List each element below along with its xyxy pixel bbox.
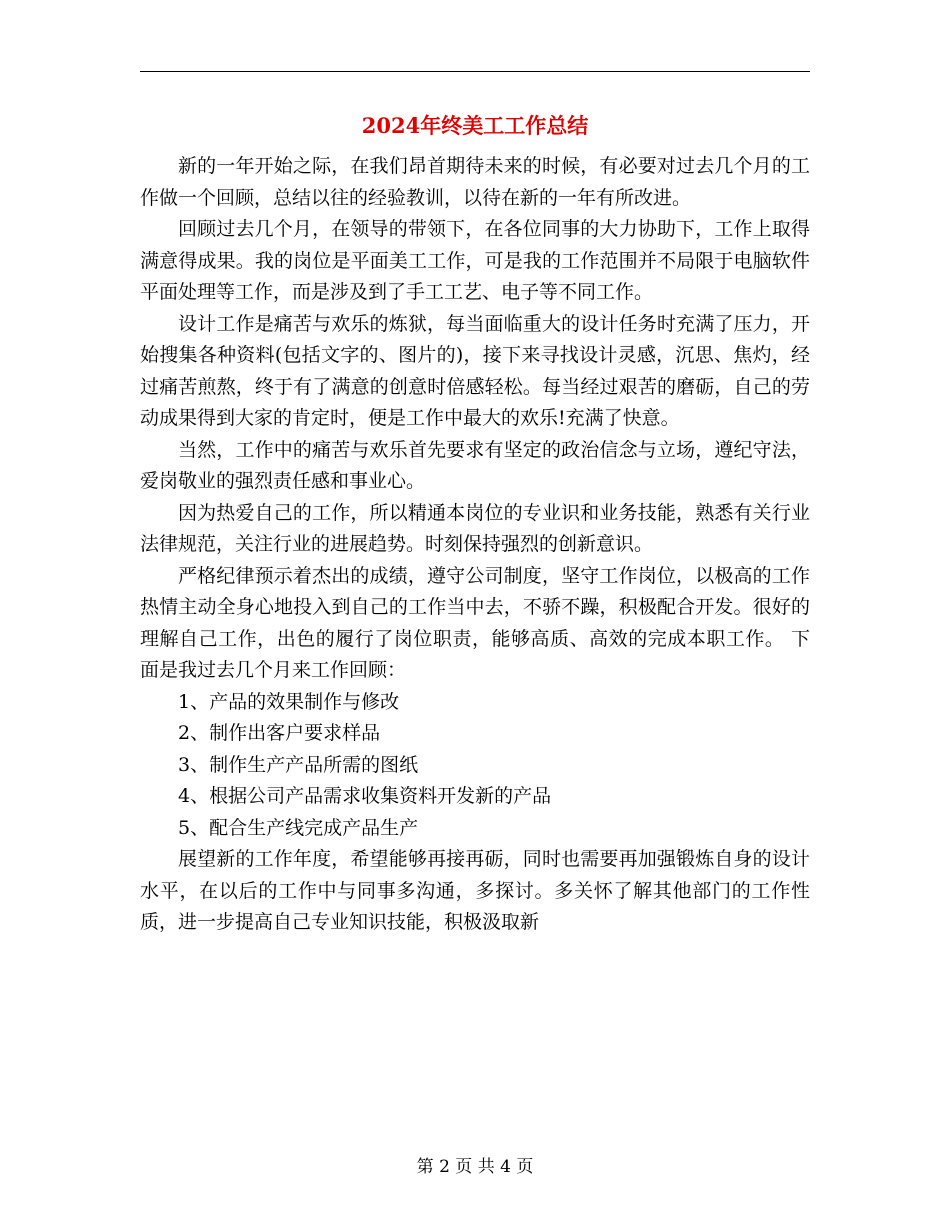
- page-indicator: 第 2 页 共 4 页: [416, 1157, 534, 1177]
- paragraph: 设计工作是痛苦与欢乐的炼狱，每当面临重大的设计任务时充满了压力，开始搜集各种资料(包括文字的、图片的)，接下来寻找设计灵感，沉思、焦灼，经过痛苦煎熬，终于有了满意的创意时倍感轻松。每当经过艰苦的磨砺，自己的劳动成果得到大家的肯定时，便是工作中最大的欢乐!充满了快意。: [140, 312, 810, 429]
- paragraph: 新的一年开始之际，在我们昂首期待未来的时候，有必要对过去几个月的工作做一个回顾，总结以往的经验教训，以待在新的一年有所改进。: [140, 155, 810, 209]
- list-item: 4、根据公司产品需求收集资料开发新的产品: [178, 785, 552, 807]
- paragraph: 当然，工作中的痛苦与欢乐首先要求有坚定的政治信念与立场，遵纪守法，爱岗敬业的强烈责任感和事业心。: [140, 438, 810, 492]
- list-item: 1、产品的效果制作与修改: [178, 690, 400, 713]
- paragraph: 因为热爱自己的工作，所以精通本岗位的专业识和业务技能，熟悉有关行业法律规范，关注行业的进展趋势。时刻保持强烈的创新意识。: [140, 501, 810, 555]
- paragraph: 回顾过去几个月，在领导的带领下，在各位同事的大力协助下，工作上取得满意得成果。我的岗位是平面美工工作，可是我的工作范围并不局限于电脑软件平面处理等工作，而是涉及到了手工工艺、电子等不同工作。: [140, 218, 810, 303]
- closing-paragraph: 展望新的工作年度，希望能够再接再砺，同时也需要再加强锻炼自身的设计水平，在以后的工作中与同事多沟通，多探讨。多关怀了解其他部门的工作性质，进一步提高自己专业知识技能，积极汲取新: [140, 848, 810, 933]
- document-title: 2024年终美工工作总结: [361, 113, 589, 138]
- list-item: 5、配合生产线完成产品生产: [178, 816, 419, 839]
- list-item: 2、制作出客户要求样品: [178, 722, 381, 744]
- document-body: [140, 151, 810, 939]
- paragraph: 严格纪律预示着杰出的成绩，遵守公司制度，坚守工作岗位，以极高的工作热情主动全身心地投入到自己的工作当中去，不骄不躁，积极配合开发。很好的理解自己工作，出色的履行了岗位职责，能够高质、高效的完成本职工作。 下面是我过去几个月来工作回顾：: [140, 564, 810, 681]
- list-item: 3、制作生产产品所需的图纸: [178, 753, 419, 776]
- header-rule: [140, 71, 810, 72]
